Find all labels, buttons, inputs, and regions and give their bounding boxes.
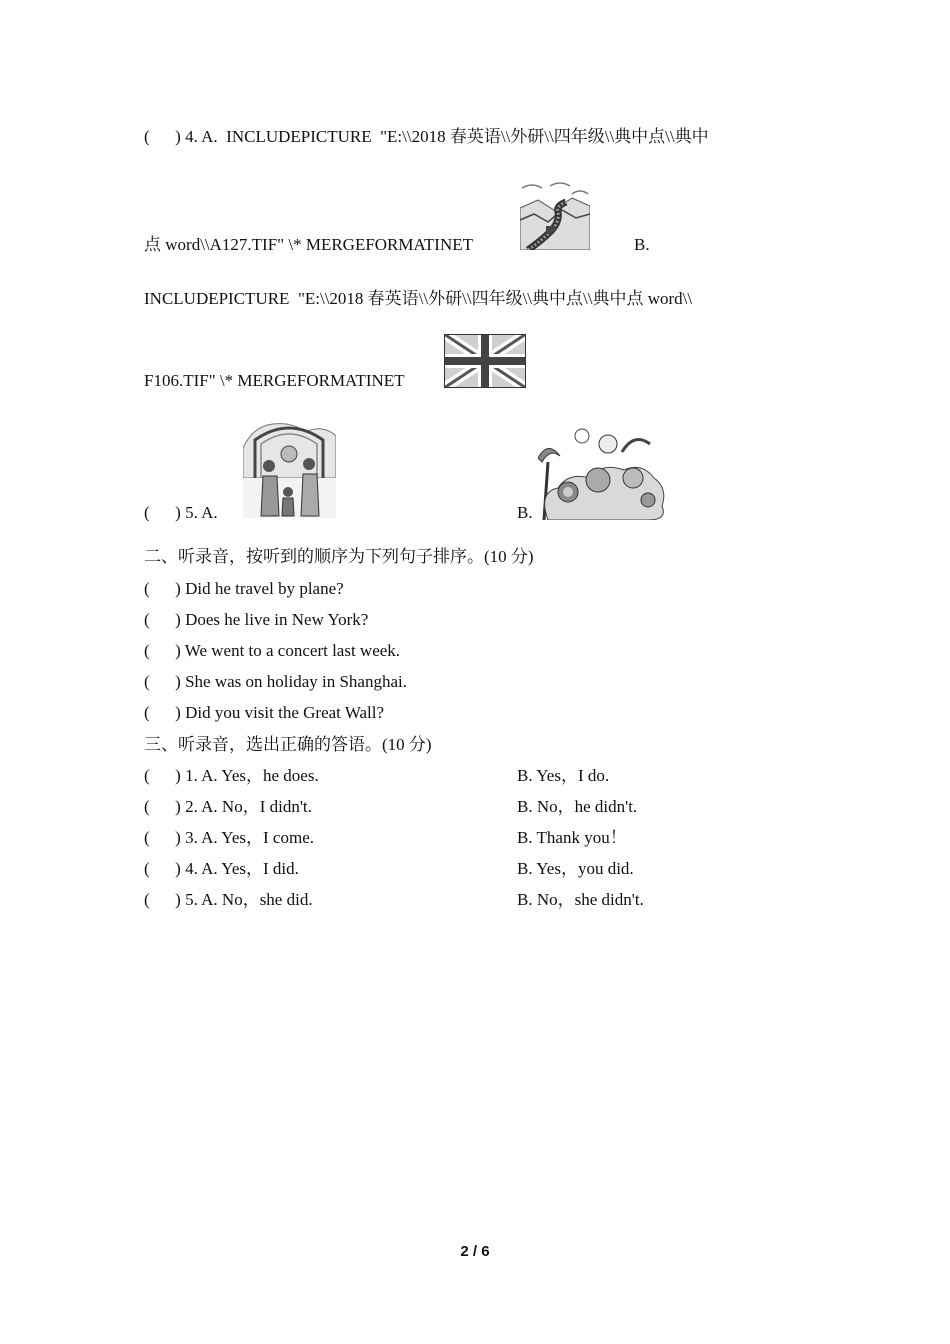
union-jack-flag-picture [444, 334, 526, 388]
section-3-item-3-option-b: B. Thank you！ [517, 828, 627, 847]
q5-option-a-label: ( ) 5. A. [144, 503, 218, 522]
section-3-item-5-option-a: ( ) 5. A. No，she did. [144, 890, 313, 909]
q4-option-b-label: B. [634, 235, 650, 254]
section-3-item-4-option-a: ( ) 4. A. Yes，I did. [144, 859, 299, 878]
section-2-heading: 二、听录音，按听到的顺序为下列句子排序。(10 分) [144, 547, 534, 566]
family-at-zoo-gate-picture [243, 418, 336, 518]
zoo-animals-picture [538, 422, 668, 520]
section-2-item-1: ( ) Did he travel by plane? [144, 579, 344, 598]
q4-line-4: F106.TIF" \* MERGEFORMATINET [144, 371, 405, 390]
section-2-item-3: ( ) We went to a concert last week. [144, 641, 401, 660]
section-3-item-4-option-b: B. Yes，you did. [517, 859, 634, 878]
q4-line-2: 点 word\\A127.TIF" \* MERGEFORMATINET [144, 235, 473, 254]
section-2-item-5: ( ) Did you visit the Great Wall? [144, 703, 385, 722]
section-2-item-2: ( ) Does he live in New York? [144, 610, 369, 629]
great-wall-picture [520, 180, 590, 250]
section-3-item-1-option-a: ( ) 1. A. Yes，he does. [144, 766, 319, 785]
q4-line-1: ( ) 4. A. INCLUDEPICTURE "E:\\2018 春英语\\外研\\四年级\\典中点\\典中 [144, 127, 709, 146]
q4-line-3: INCLUDEPICTURE "E:\\2018 春英语\\外研\\四年级\\典中点\\典中点 word\\ [144, 289, 693, 308]
page-number: 2 / 6 [460, 1243, 490, 1260]
section-3-item-1-option-b: B. Yes，I do. [517, 766, 610, 785]
section-3-item-3-option-a: ( ) 3. A. Yes，I come. [144, 828, 314, 847]
section-3-item-2-option-b: B. No，he didn't. [517, 797, 638, 816]
section-3-item-2-option-a: ( ) 2. A. No，I didn't. [144, 797, 312, 816]
section-3-item-5-option-b: B. No，she didn't. [517, 890, 644, 909]
section-3-heading: 三、听录音，选出正确的答语。(10 分) [144, 735, 432, 754]
q5-option-b-label: B. [517, 503, 533, 522]
section-2-item-4: ( ) She was on holiday in Shanghai. [144, 672, 407, 691]
